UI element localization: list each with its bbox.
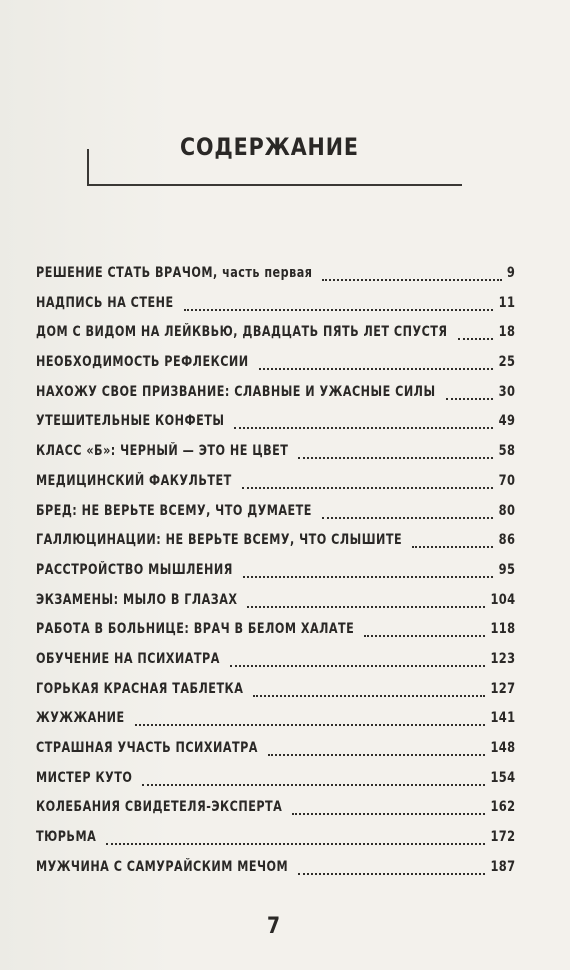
toc-entry-title: УТЕШИТЕЛЬНЫЕ КОНФЕТЫ [36,413,225,430]
toc-entry-title: БРЕД: НЕ ВЕРЬТЕ ВСЕМУ, ЧТО ДУМАЕТЕ [36,502,312,519]
toc-entry-title: РАБОТА В БОЛЬНИЦЕ: ВРАЧ В БЕЛОМ ХАЛАТЕ [36,621,355,638]
toc-entry-title: НАДПИСЬ НА СТЕНЕ [36,294,174,311]
toc-entry-title: ЖУЖЖАНИЕ [36,710,125,727]
toc-entry-page: 9 [506,265,515,281]
toc-entry [36,412,515,442]
toc-entry-leader [135,721,485,726]
toc-entry [36,442,515,472]
toc-entry-title: КЛАСС «Б»: ЧЕРНЫЙ — ЭТО НЕ ЦВЕТ [36,443,289,460]
toc-entry-leader [234,424,493,429]
toc-entry-page: 104 [490,591,515,608]
toc-entry-page: 148 [490,740,515,756]
toc-entry-leader [458,335,494,340]
toc-entry-page: 95 [498,561,515,578]
toc-entry-leader [259,365,494,370]
toc-entry-leader [242,484,494,489]
toc-entry [36,769,515,799]
toc-entry-page: 70 [498,472,515,489]
toc-entry-title: РЕШЕНИЕ СТАТЬ ВРАЧОМ, часть первая [36,265,313,281]
toc-entry-page: 154 [490,769,515,786]
page-number: 7 [267,914,281,939]
toc-entry-leader [230,662,485,667]
toc-entry [36,531,515,561]
toc-entry-leader [247,603,485,608]
toc-entry [36,858,515,888]
toc-entry [36,798,515,828]
toc-entry-leader [292,810,485,815]
toc-entry [36,294,515,324]
toc-entry [36,739,515,769]
table-of-contents [36,264,515,887]
toc-entry-title: СТРАШНАЯ УЧАСТЬ ПСИХИАТРА [36,740,258,756]
toc-entry [36,620,515,650]
toc-entry [36,650,515,680]
toc-entry-page: 11 [498,294,515,311]
toc-entry [36,591,515,621]
toc-entry [36,472,515,502]
toc-entry [36,828,515,858]
toc-entry-page: 58 [498,443,515,460]
toc-entry-leader [268,751,485,756]
toc-entry-page: 30 [498,383,515,400]
toc-entry-leader [298,454,493,459]
toc-entry-leader [253,692,485,697]
toc-entry-page: 118 [490,621,515,638]
contents-heading: СОДЕРЖАНИЕ [180,133,359,161]
toc-entry-title: ГОРЬКАЯ КРАСНАЯ ТАБЛЕТКА [36,680,244,697]
toc-entry-page: 49 [498,413,515,430]
toc-entry-page: 172 [490,829,515,846]
toc-entry [36,709,515,739]
toc-entry [36,561,515,591]
toc-entry-leader [412,543,493,548]
toc-entry-page: 25 [498,354,515,371]
toc-entry-leader [322,514,493,519]
toc-entry-page: 123 [490,650,515,667]
toc-entry-title: ГАЛЛЮЦИНАЦИИ: НЕ ВЕРЬТЕ ВСЕМУ, ЧТО СЛЫШИТЕ [36,532,403,549]
heading-rule-hook [87,149,89,185]
toc-entry-leader [446,395,494,400]
toc-entry-title: ТЮРЬМА [36,829,97,846]
toc-entry [36,353,515,383]
toc-entry-title: НЕОБХОДИМОСТЬ РЕФЛЕКСИИ [36,354,249,371]
toc-entry-leader [322,276,501,281]
toc-entry-leader [243,573,493,578]
toc-entry [36,264,515,294]
toc-entry-page: 18 [498,324,515,341]
toc-entry-title: ДОМ С ВИДОМ НА ЛЕЙКВЬЮ, ДВАДЦАТЬ ПЯТЬ ЛЕТ СПУСТЯ [36,324,448,341]
toc-entry-leader [142,781,485,786]
heading-rule [87,184,462,186]
toc-entry-title: НАХОЖУ СВОЕ ПРИЗВАНИЕ: СЛАВНЫЕ И УЖАСНЫЕ СИЛЫ [36,383,436,400]
toc-entry [36,383,515,413]
toc-entry-title: МЕДИЦИНСКИЙ ФАКУЛЬТЕТ [36,472,232,489]
toc-entry-title: ОБУЧЕНИЕ НА ПСИХИАТРА [36,650,220,667]
toc-entry [36,502,515,532]
toc-entry-leader [184,306,494,311]
toc-entry-leader [298,870,485,875]
toc-entry-page: 141 [490,710,515,727]
toc-entry-page: 162 [490,799,515,816]
toc-entry-title: КОЛЕБАНИЯ СВИДЕТЕЛЯ-ЭКСПЕРТА [36,799,283,816]
toc-entry-page: 127 [490,680,515,697]
toc-entry-title: ЭКЗАМЕНЫ: МЫЛО В ГЛАЗАХ [36,591,238,608]
toc-entry-title: МУЖЧИНА С САМУРАЙСКИМ МЕЧОМ [36,858,289,875]
toc-entry-leader [106,840,485,845]
toc-entry-page: 86 [498,532,515,549]
toc-entry-page: 187 [490,858,515,875]
toc-entry-page: 80 [498,502,515,519]
toc-entry-title: МИСТЕР КУТО [36,769,133,786]
toc-entry-title: РАССТРОЙСТВО МЫШЛЕНИЯ [36,561,233,578]
toc-entry-leader [364,632,485,637]
toc-entry [36,680,515,710]
toc-entry [36,323,515,353]
